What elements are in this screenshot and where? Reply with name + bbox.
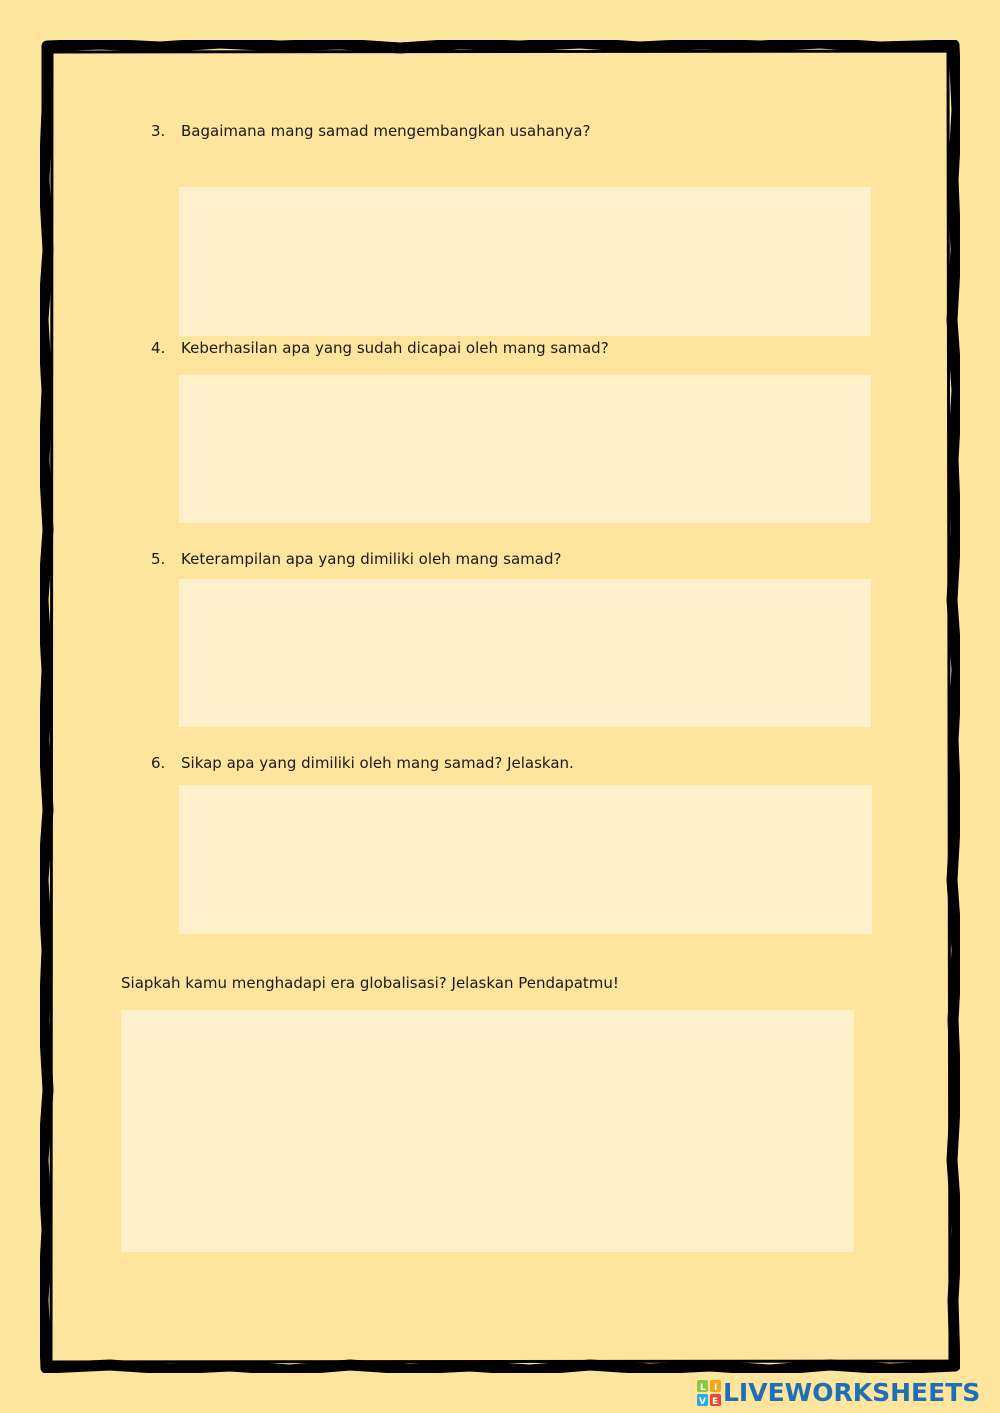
question-number: 3. — [151, 122, 166, 140]
question-number: 4. — [151, 339, 166, 357]
question-number: 6. — [151, 754, 166, 772]
question-text: Sikap apa yang dimiliki oleh mang samad? Jelaskan. — [181, 754, 574, 772]
svg-text:E: E — [712, 1397, 719, 1406]
answer-field-5[interactable] — [179, 579, 871, 727]
svg-text:L: L — [700, 1383, 706, 1393]
answer-field-6[interactable] — [179, 785, 872, 934]
answer-field-3[interactable] — [179, 187, 871, 336]
question-text: Keterampilan apa yang dimiliki oleh mang samad? — [181, 550, 562, 568]
liveworksheets-logo — [697, 1378, 980, 1408]
opinion-answer-field[interactable] — [121, 1010, 854, 1252]
question-number: 5. — [151, 550, 166, 568]
question-5 — [151, 549, 561, 569]
liveworksheets-logo-icon — [697, 1380, 721, 1406]
opinion-question — [121, 973, 619, 993]
opinion-text: Siapkah kamu menghadapi era globalisasi? Jelaskan Pendapatmu! — [121, 974, 619, 992]
svg-text:V: V — [699, 1397, 706, 1406]
question-text: Keberhasilan apa yang sudah dicapai oleh mang samad? — [181, 339, 609, 357]
logo-text: LIVEWORKSHEETS — [723, 1378, 981, 1407]
question-3 — [151, 121, 590, 141]
svg-text:I: I — [714, 1383, 718, 1393]
question-6 — [151, 753, 574, 773]
question-4 — [151, 338, 609, 358]
answer-field-4[interactable] — [179, 375, 871, 523]
question-text: Bagaimana mang samad mengembangkan usahanya? — [181, 122, 591, 140]
